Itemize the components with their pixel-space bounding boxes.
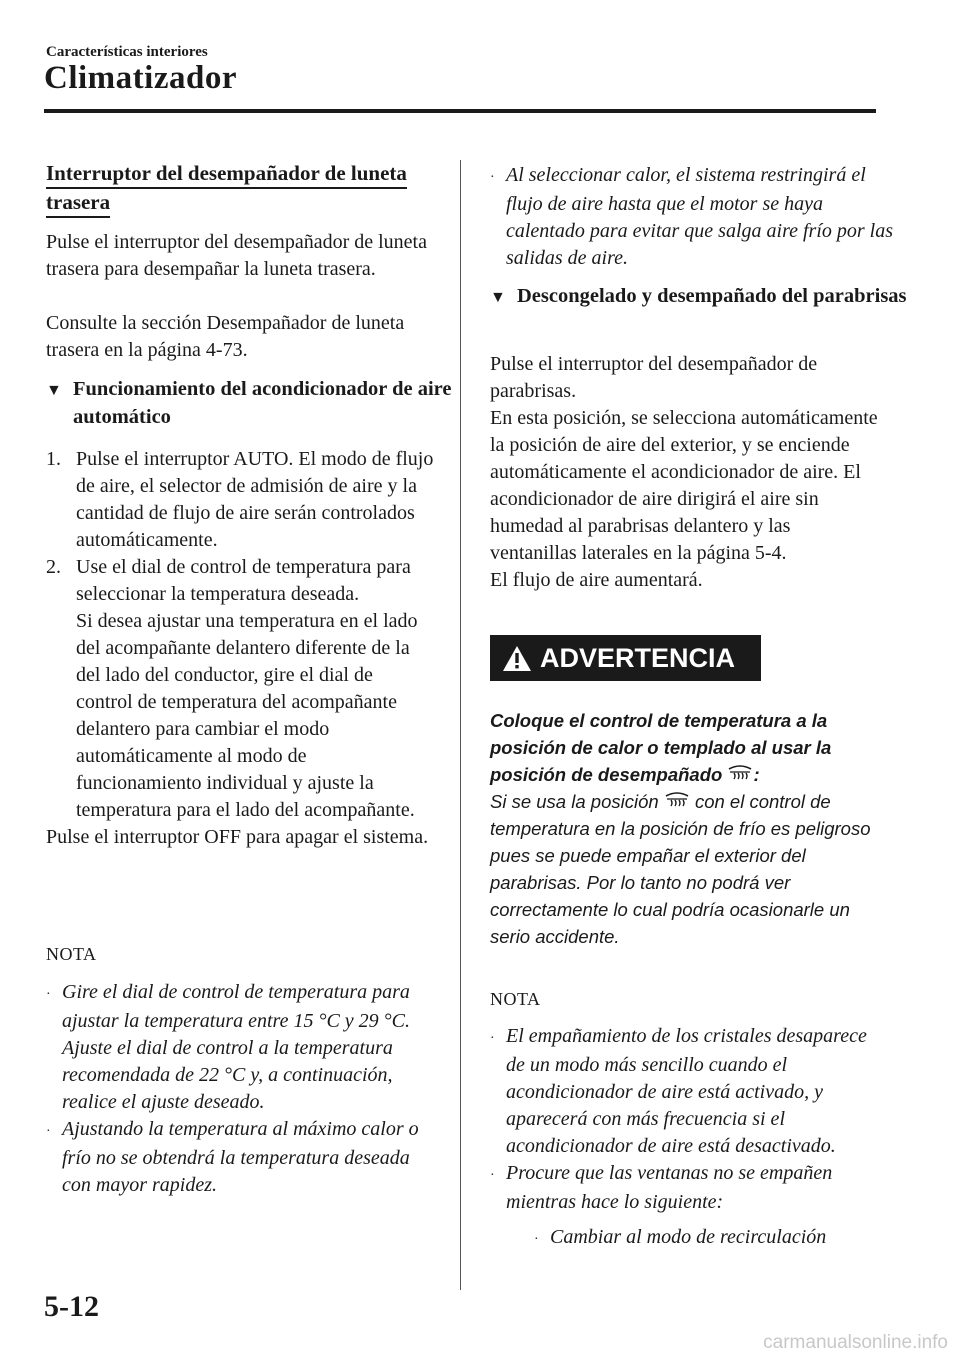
page-number: 5-12 — [44, 1290, 99, 1323]
watermark: carmanualsonline.info — [763, 1332, 948, 1353]
rear-defogger-heading-line1: Interruptor del desempañador de luneta — [46, 160, 407, 189]
defrost-body: En esta posición, se selecciona automáticamente la posición de aire del exterior, y se enciende automáticamente el acondicionador de aire. El acondicionador de aire dirigirá el aire sin humedad al parabrisas delantero y las ventanillas laterales en la página 5-4. — [490, 407, 878, 564]
note-item: · Procure que las ventanas no se empañen mientras hace lo siguiente: — [490, 1162, 833, 1213]
column-divider — [460, 160, 461, 1290]
windshield-defroster-icon — [664, 790, 690, 810]
note-item: · Ajustando la temperatura al máximo calor o frío no se obtendrá la temperatura deseada con mayor rapidez. — [46, 1118, 419, 1196]
defrost-intro: Pulse el interruptor del desempañador de parabrisas. — [490, 353, 818, 402]
warning-banner — [490, 635, 761, 681]
down-triangle-icon: ▼ — [490, 289, 506, 306]
warning-title: Coloque el control de temperatura a la posición de calor o templado al usar la posición de desempañado : — [490, 710, 832, 785]
bullet-icon: · — [490, 1031, 495, 1046]
bullet-icon: · — [490, 1168, 495, 1183]
rear-defogger-heading — [46, 160, 47, 161]
step-2: 2. Use el dial de control de temperatura para seleccionar la temperatura deseada. — [46, 556, 411, 605]
nota-label-right: NOTA — [490, 989, 541, 1009]
windshield-defroster-icon — [727, 763, 753, 783]
bullet-icon: · — [46, 987, 51, 1002]
note-item: · Gire el dial de control de temperatura para ajustar la temperatura entre 15 °C y 29 °C. Ajuste el dial de control a la temperatura recomendada de 22 °C y, a continuación, realice el ajuste deseado. — [46, 981, 411, 1113]
sub-note-item: · Cambiar al modo de recirculación — [490, 1224, 882, 1253]
bullet-icon: · — [46, 1124, 51, 1139]
bullet-icon: · — [490, 170, 495, 185]
section-label: Características interiores — [46, 44, 208, 60]
warning-body — [490, 707, 882, 950]
rear-defogger-intro: Pulse el interruptor del desempañador de luneta trasera para desempañar la luneta trasera. — [46, 231, 427, 280]
warning-triangle-icon — [502, 645, 532, 672]
auto-ac-heading: ▼ Funcionamiento del acondicionador de aire automático — [46, 378, 452, 428]
step-2-extra: Si desea ajustar una temperatura en el lado del acompañante delantero diferente de la del lado del conductor, gire el dial de control de temperatura del acompañante delantero para cambiar el modo automáticamente al modo de funcionamiento individual y ajuste la temperatura para el lado del acompañante. — [76, 610, 418, 821]
step-1: 1. Pulse el interruptor AUTO. El modo de flujo de aire, el selector de admisión de aire y la cantidad de flujo de aire serán controlados automáticamente. — [46, 448, 434, 551]
defrost-heading: ▼ Descongelado y desempañado del parabrisas — [490, 283, 909, 311]
warning-label: ADVERTENCIA — [540, 643, 736, 673]
chapter-title: Climatizador — [44, 60, 237, 96]
defrost-flow: El flujo de aire aumentará. — [490, 569, 703, 591]
off-instruction: Pulse el interruptor OFF para apagar el sistema. — [46, 826, 429, 848]
warning-text: Si se usa la posición con el control de temperatura en la posición de frío es peligroso pues se puede empañar el exterior del parabrisas. Por lo tanto no podrá ver correctamente lo cual podría ocasionarle un serio accidente. — [490, 791, 871, 947]
nota-label-left: NOTA — [46, 944, 97, 964]
down-triangle-icon: ▼ — [46, 382, 62, 399]
rear-defogger-consult: Consulte la sección Desempañador de luneta trasera en la página 4-73. — [46, 312, 405, 361]
bullet-icon: · — [534, 1232, 539, 1247]
title-rule — [44, 109, 876, 113]
rear-defogger-heading-line2: trasera — [46, 189, 110, 218]
note-continuation: · Al seleccionar calor, el sistema restringirá el flujo de aire hasta que el motor se haya calentado para evitar que salga aire frío por las salidas de aire. — [490, 164, 894, 269]
note-item: · El empañamiento de los cristales desaparece de un modo más sencillo cuando el acondicionador de aire está activado, y aparecerá con más frecuencia si el acondicionador de aire está desactivado. — [490, 1025, 867, 1157]
